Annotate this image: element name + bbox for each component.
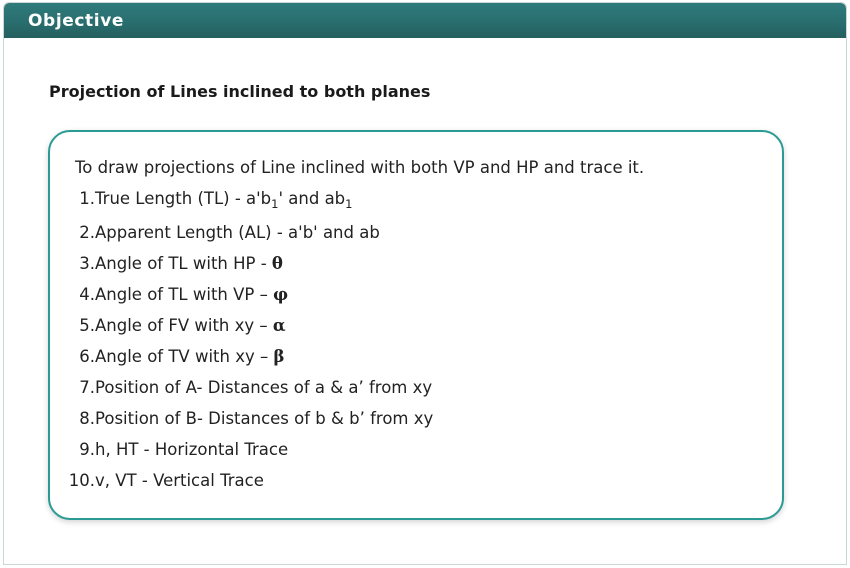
phi-symbol: φ bbox=[273, 285, 289, 304]
item-number: 9. bbox=[79, 440, 95, 459]
item-number: 8. bbox=[79, 409, 95, 428]
theta-symbol: θ bbox=[271, 254, 283, 273]
subscript: 1 bbox=[271, 197, 279, 211]
section-heading: Projection of Lines inclined to both planes bbox=[49, 82, 431, 101]
alpha-symbol: α bbox=[272, 316, 286, 335]
item-text: Apparent Length (AL) - a'b' and ab bbox=[95, 223, 380, 242]
beta-symbol: β bbox=[273, 347, 285, 366]
intro-text: To draw projections of Line inclined with both VP and HP and trace it. bbox=[75, 158, 645, 177]
item-text: Position of A- Distances of a & a’ from xy bbox=[95, 378, 433, 397]
item-number: 2. bbox=[79, 223, 95, 242]
panel-title: Objective bbox=[28, 10, 125, 31]
item-text: v, VT - Vertical Trace bbox=[95, 471, 264, 490]
item-text: Angle of TL with HP - θ bbox=[95, 254, 283, 273]
list-item bbox=[64, 378, 433, 409]
list-item bbox=[64, 316, 433, 347]
list-item bbox=[64, 189, 433, 223]
item-number: 5. bbox=[79, 316, 95, 335]
list-item bbox=[64, 254, 433, 285]
item-number: 7. bbox=[79, 378, 95, 397]
objective-content-box bbox=[48, 130, 784, 520]
list-item bbox=[64, 347, 433, 378]
item-text: True Length $(TL) - a'b_1'$ and $ab_1$ bbox=[95, 189, 353, 211]
objective-panel bbox=[3, 2, 847, 565]
subscript: 1 bbox=[345, 197, 353, 211]
item-text: Angle of FV with xy – α bbox=[95, 316, 286, 335]
item-number: 6. bbox=[79, 347, 95, 366]
list-item bbox=[64, 440, 433, 471]
list-item bbox=[64, 223, 433, 254]
panel-header bbox=[4, 3, 846, 38]
objective-list bbox=[64, 189, 433, 502]
item-text: h, HT - Horizontal Trace bbox=[95, 440, 289, 459]
item-text: Angle of TV with xy – β bbox=[95, 347, 285, 366]
item-text: Position of B- Distances of b & b’ from xy bbox=[95, 409, 434, 428]
item-number: 10. bbox=[68, 471, 95, 490]
list-item bbox=[64, 471, 433, 502]
item-number: 3. bbox=[79, 254, 95, 273]
list-item bbox=[64, 409, 433, 440]
list-item bbox=[64, 285, 433, 316]
item-number: 4. bbox=[79, 285, 95, 304]
item-text: Angle of TL with VP – φ bbox=[95, 285, 289, 304]
item-number: 1. bbox=[79, 189, 95, 208]
